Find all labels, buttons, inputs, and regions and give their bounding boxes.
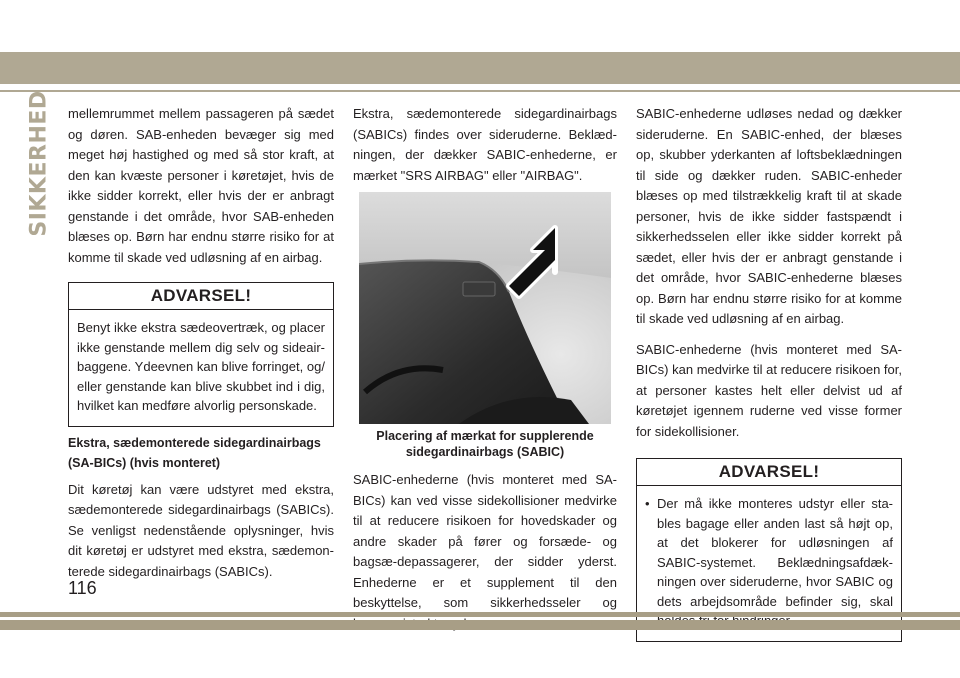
warning-body <box>637 486 901 641</box>
warning-text: Der må ikke monteres udstyr eller sta-bles bagage eller anden last så højt op, at det blokerer for udløsningen af SABIC-systemet. Beklædningsafdæk-ningen over sideruderne, hvor SABIC og dets arbejdsområde befinder sig, skal <box>657 496 893 609</box>
col3-paragraph-2: SABIC-enhederne (hvis monteret med SA-BICs) kan medvirke til at reducere risikoen for, at personer kastes helt eller delvist ud af køretøjet igennem ruderne ved visse former for sidekollisioner. <box>636 341 902 439</box>
section-label-text: SIKKERHED <box>26 89 52 237</box>
footer-rule <box>0 612 960 617</box>
sabic-label-photo <box>359 192 611 424</box>
section-heading: Ekstra, sædemonterede sidegardinairbags (SA-BICs) (hvis monteret) <box>68 435 321 470</box>
warning-box-1 <box>68 282 334 427</box>
col2-paragraph-1: Ekstra, sædemonterede sidegardinairbags (SABICs) findes over sideruderne. Beklæd-ningen, der dækker SABIC-enhederne, er mærket "SRS AIRBAG" eller "AIRBAG". <box>353 106 617 183</box>
footer-band <box>0 620 960 630</box>
figure-caption-line-1: Placering af mærkat for supplerende <box>376 429 594 443</box>
col2-paragraph-2: SABIC-enhederne (hvis monteret med SA-BICs) kan ved visse sidekollisioner medvirke til at reducere risikoen for hovedskader og andre skader på fører og forsæde- og bagsæ-depassagerer, der sidder yderst. Enhederne er et supplement til den beskyttelse, som sikkerhedsseler og <box>353 472 617 610</box>
airbag-label <box>463 282 495 296</box>
column-1 <box>68 104 334 582</box>
column-3 <box>636 104 902 642</box>
bullet-icon: • <box>645 496 650 511</box>
header-rule <box>0 90 960 92</box>
figure-caption-line-2: sidegardinairbags (SABIC) <box>405 445 565 459</box>
col1-paragraph-1: mellemrummet mellem passageren på sædet og døren. SAB-enheden bevæger sig med meget høj hastighed og med så stor kraft, at den kan kvæste personer i køretøjet, hvis de ikke sidder korrekt, eller hvis der er anbragt genstande i det område, hvor SAB-enheden blæses op. Børn har endnu større risiko for at komme til skade ved udløsning af en airbag. <box>68 106 334 265</box>
section-label <box>24 89 54 237</box>
warning-title: ADVARSEL! <box>69 283 333 310</box>
figure-caption <box>353 428 617 460</box>
warning-title: ADVARSEL! <box>637 459 901 486</box>
header-band <box>0 52 960 84</box>
col3-paragraph-1: SABIC-enhederne udløses nedad og dækker sideruderne. En SABIC-enhed, der blæses op, skubber yderkanten af loftsbeklædningen til side og dækker ruden. SABIC-enheder blæses op med tilstrækkelig kraft til at skade personer, hvis de ikke sidder fastspændt i sikkerhedsselen eller ikke sidder korrekt på sædet, eller hvis der er anbragt genstande i det område, hvor SABIC-enhederne blæses op. Børn har endnu større risiko for at komme til skade ved udløsning af en airbag. <box>636 106 902 326</box>
page-number: 116 <box>68 578 97 598</box>
col1-paragraph-2: Dit køretøj kan være udstyret med ekstra, sædemonterede sidegardinairbags (SABICs). Se venligst nedenstående oplysninger, hvis dit køretøj er udstyret med ekstra, sædemon-terede sidegardinairbags (SABICs). <box>68 481 334 579</box>
warning-bullet-item <box>645 494 893 631</box>
warning-text: Benyt ikke ekstra sædeovertræk, og placer ikke genstande mellem dig selv og sideair-baggene. Ydeevnen kan blive forringet, og/ eller genstande kan blive skubbet ind i dig, hvilket kan medføre alvorlig personskade. <box>77 320 325 413</box>
column-2 <box>353 104 617 634</box>
